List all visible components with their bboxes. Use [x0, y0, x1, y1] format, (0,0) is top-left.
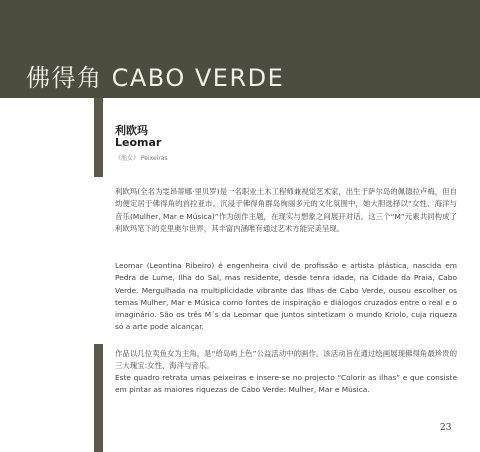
artwork-description-chinese: 作品以几位卖鱼女为主角，是“给岛屿上色”公益活动中的画作。该活动旨在通过绘画展现佛得角最珍贵的三大瑰宝:女性、海洋与音乐。 [115, 349, 457, 371]
decorative-side-bar-bottom [94, 344, 103, 452]
artist-name-portuguese: Leomar [115, 136, 162, 149]
decorative-side-bar-top [94, 98, 103, 177]
bio-paragraph-chinese: 利欧玛(全名为雯昂蒂娜·里贝罗)是一名职业土木工程师兼视觉艺术家，出生于萨尔岛的佩德拉卢梅，但自幼便定居于佛得角的首拉亚市。沉浸于佛得角群岛绚丽多元的文化氛围中，她大胆选择以“女性、海洋与音乐(Mulher, Mar e Música)”作为创作主题，在现实与想象之间展开对话。这三个“M”元素共同构成了利欧玛笔下的克里奥尔世界，其丰富内涵唯有通过艺术方能完美呈现。 [115, 187, 457, 233]
page-header-band [0, 0, 480, 98]
artwork-description-portuguese: Este quadro retrata umas peixeiras e insere-se no projecto “Colorir as ilhas” e que consiste em pintar as maiores riquezas de Cabo Verde: Mulher, Mar e Música. [115, 373, 457, 395]
artwork-caption: 《渔女》 Peixeiras [115, 155, 168, 162]
page-title: 佛得角 CABO VERDE [26, 64, 285, 92]
bio-paragraph-portuguese: Leomar (Leontina Ribeiro) é engenheira civil de profissão e artista plástica, nascida em Pedra de Lume, Ilha do Sal, mas residente, desde tenra idade, na Cidade da Praia, Cabo Verde. Mergulhada na multiplicidade vibrante das Ilhas de Cabo Verde, ousou escolher os temas Mulher, Mar e Música como fontes de inspiração e diálogos cruzados entre o real e o imaginário. São os três M´s da Leomar que juntos sintetizam o mundo Kriolo, cuja riqueza só a arte pode alcançar. [115, 261, 457, 332]
page-number: 23 [440, 423, 452, 433]
artist-name-chinese: 利欧玛 [115, 124, 148, 137]
